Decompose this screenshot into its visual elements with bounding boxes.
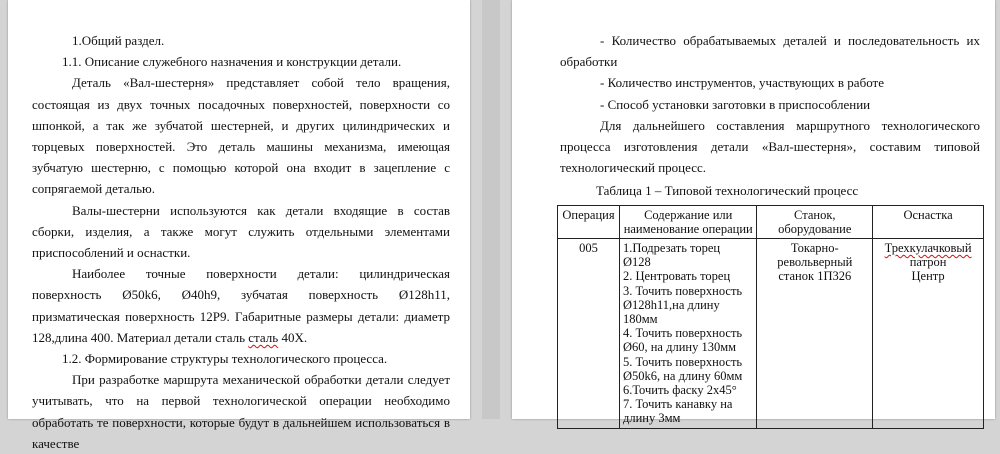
- header-operation: Операция: [558, 205, 620, 238]
- header-tooling: Оснастка: [873, 205, 984, 238]
- content-line: 2. Центровать торец: [622, 269, 731, 284]
- spellcheck-word[interactable]: сталь: [248, 329, 279, 345]
- section-title: 1.Общий раздел.: [72, 33, 165, 48]
- content-line: 3. Точить поверхность: [622, 283, 743, 298]
- paragraph-surfaces: [32, 263, 450, 348]
- content-line: 7. Точить канавку на: [622, 397, 733, 412]
- document-page-right: [512, 0, 995, 426]
- bullet-item-1: - Количество обрабатываемых деталей и последовательность их обработки: [560, 33, 980, 70]
- subsection-title-2: 1.2. Формирование структуры технологического процесса.: [62, 351, 388, 367]
- tooling-line: патрон: [909, 255, 947, 270]
- page-right-body: [560, 30, 980, 429]
- table-row: [558, 239, 984, 429]
- bullet-item-3: - Способ установки заготовки в приспособлении: [600, 96, 871, 112]
- content-line: Ø50k6, на длину 60мм: [622, 368, 743, 383]
- header-content: Содержание или наименование операции: [619, 205, 756, 238]
- spellcheck-word[interactable]: Трехкулачковый: [884, 241, 972, 256]
- page-gap: [482, 0, 500, 419]
- paragraph-description: Деталь «Вал-шестерня» представляет собой тело вращения, состоящая из двух точных посадочных поверхностей, поверхности со шпонкой, а так же зубчатой шестерней, и других цилиндрических и торцевых поверхностей. Это деталь машины механизма, имеющая зубчатую шестерню, с помощью которой она входит в зацепление с сопрягаемой деталью.: [32, 75, 450, 197]
- bullet-item-2: - Количество инструментов, участвующих в работе: [600, 75, 884, 91]
- content-line: длину 3мм: [622, 411, 681, 426]
- paragraph-route: При разработке маршрута механической обработки детали следует учитывать, что на первой технологической операции необходимо обработать те поверхности, которые будут в дальнейшем использоваться в качестве: [32, 372, 450, 451]
- content-line: 4. Точить поверхность: [622, 326, 743, 341]
- content-line: Ø128: [622, 255, 651, 270]
- document-page-left: [8, 0, 470, 451]
- subsection-title-1: 1.1. Описание служебного назначения и конструкции детали.: [62, 54, 402, 70]
- table-header-row: [558, 205, 984, 238]
- paragraph-process: Для дальнейшего составления маршрутного технологического процесса изготовления детали «Вал-шестерня», составим типовой технологический процесс.: [560, 117, 980, 176]
- table-caption: Таблица 1 – Типовой технологический процесс: [596, 183, 859, 199]
- tooling-line: Центр: [911, 269, 945, 284]
- content-line: 5. Точить поверхность: [622, 354, 743, 369]
- page-left-body: [32, 30, 450, 454]
- surfaces-text: Наиболее точные поверхности детали: цилиндрическая поверхность Ø50k6, Ø40h9, зубчатая поверхность Ø128h11, призматическая поверхность 12P9. Габаритные размеры детали: диаметр 128,длина 400. Материал детали сталь: [32, 266, 450, 345]
- header-machine: Станок, оборудование: [757, 205, 873, 238]
- content-line: Ø128h11,на длину 180мм: [622, 297, 720, 327]
- material-text: 40Х.: [281, 329, 308, 345]
- content-line: 6.Точить фаску 2х45°: [622, 383, 737, 398]
- cell-content: [619, 239, 756, 429]
- content-line: 1.Подрезать торец: [622, 241, 721, 256]
- process-table: [557, 205, 984, 429]
- content-line: Ø60, на длину 130мм: [622, 340, 737, 355]
- cell-tooling: [873, 239, 984, 429]
- cell-operation: 005: [558, 239, 620, 429]
- cell-machine: Токарно-револьверный станок 1П326: [757, 239, 873, 429]
- paragraph-usage: Валы-шестерни используются как детали входящие в состав сборки, изделия, а также могут служить отдельными элементами приспособлений и оснастки.: [32, 202, 450, 261]
